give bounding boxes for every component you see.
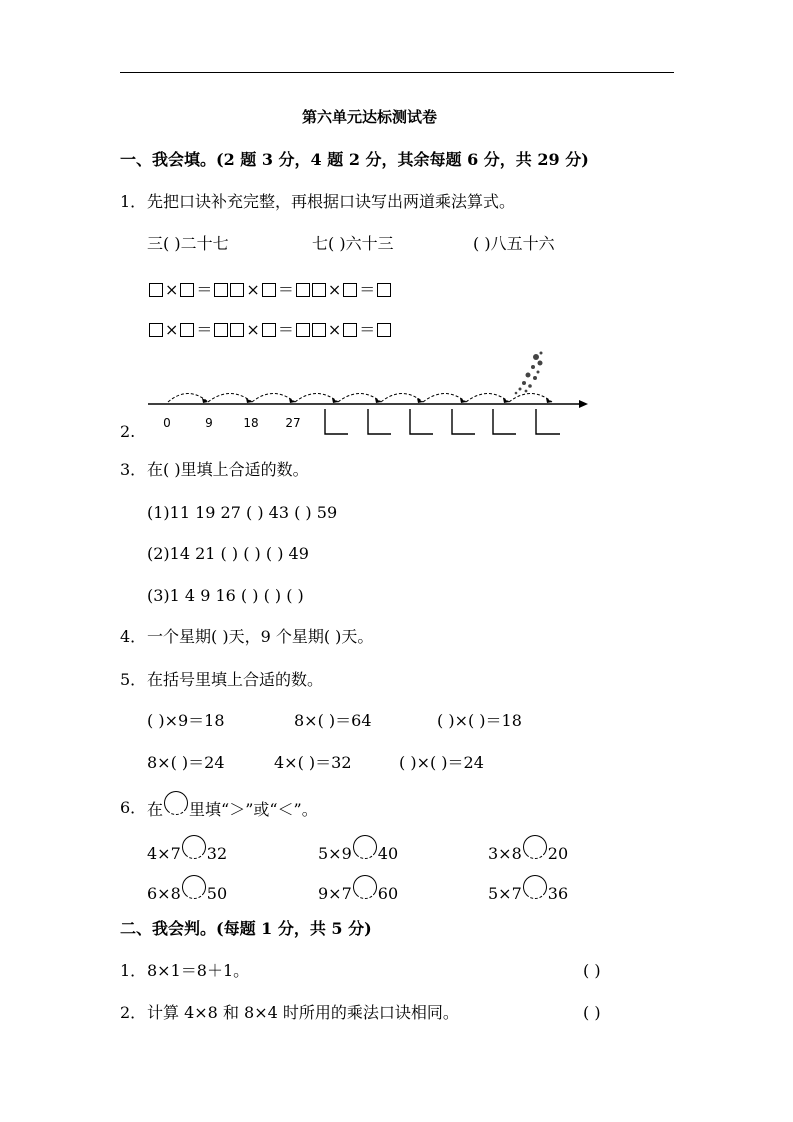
q5-item: 8×( )＝64 — [294, 711, 372, 730]
q6-right: 32 — [206, 844, 228, 863]
arc-arrowhead-icon — [246, 398, 252, 403]
arc-arrowhead-icon — [375, 398, 381, 403]
q3-sequence-2: (2)14 21 ( ) ( ) ( ) 49 — [147, 544, 309, 563]
frog-icon — [515, 352, 543, 395]
q6-right: 40 — [377, 844, 399, 863]
q1-equation-row-2 — [148, 320, 392, 340]
times-sign: × — [165, 320, 179, 339]
q6-right: 20 — [547, 844, 569, 863]
times-sign: × — [246, 320, 260, 339]
q5-item: ( )×( )＝24 — [399, 753, 484, 772]
q1-text: 先把口诀补充完整，再根据口诀写出两道乘法算式。 — [147, 192, 516, 211]
s2-q1-number: 1． — [120, 961, 147, 980]
page-title: 第六单元达标测试卷 — [302, 108, 438, 126]
q6-left: 4×7 — [147, 844, 181, 863]
jump-arc — [295, 394, 338, 403]
q6-item — [147, 842, 227, 866]
arc-arrowhead-icon — [289, 398, 295, 403]
blank-box[interactable] — [410, 409, 433, 434]
answer-box[interactable] — [230, 283, 244, 297]
q6-instruction — [147, 798, 318, 822]
answer-box[interactable] — [230, 323, 244, 337]
answer-box[interactable] — [262, 283, 276, 297]
equals-sign: ＝ — [196, 320, 213, 339]
s2-q1-answer-paren[interactable]: ( ) — [583, 961, 601, 980]
q5-number: 5． — [120, 670, 147, 689]
blank-box[interactable] — [325, 409, 348, 434]
blank-box[interactable] — [452, 409, 475, 434]
q1-equation-row-1 — [148, 280, 392, 300]
q1-mnemonic-1: 三( )二十七 — [147, 234, 229, 253]
q1-mnemonic-3: ( )八五十六 — [473, 234, 555, 253]
q3-sequence-3: (3)1 4 9 16 ( ) ( ) ( ) — [147, 586, 304, 605]
section-2-heading: 二、我会判。(每题 1 分，共 5 分) — [120, 919, 372, 938]
answer-box[interactable] — [377, 323, 391, 337]
q6-item — [318, 882, 398, 906]
tick-label: 27 — [285, 416, 301, 430]
compare-circle[interactable] — [182, 875, 206, 899]
q6-right: 50 — [206, 884, 228, 903]
axis-arrow-icon — [579, 400, 588, 408]
jump-arc — [208, 394, 252, 403]
q6-left: 3×8 — [488, 844, 522, 863]
compare-circle — [164, 791, 188, 815]
q1-mnemonic-2: 七( )六十三 — [312, 234, 394, 253]
answer-box[interactable] — [262, 323, 276, 337]
arc-arrowhead-icon — [460, 398, 466, 403]
q5-item: 8×( )＝24 — [147, 753, 225, 772]
arc-arrowhead-icon — [503, 398, 509, 403]
times-sign: × — [327, 280, 342, 299]
jump-arc — [252, 394, 295, 403]
answer-box[interactable] — [296, 283, 310, 297]
jump-arc — [338, 394, 381, 403]
answer-box[interactable] — [312, 283, 326, 297]
equals-sign: ＝ — [277, 320, 294, 339]
jump-arc — [466, 394, 509, 403]
times-sign: × — [327, 320, 342, 339]
q4-number: 4． — [120, 627, 147, 646]
s2-q2-number: 2． — [120, 1003, 147, 1022]
jump-arc — [381, 394, 423, 403]
jump-arc — [423, 394, 466, 403]
compare-circle[interactable] — [523, 835, 547, 859]
arc-arrowhead-icon — [202, 398, 208, 403]
q6-text-pre: 在 — [147, 800, 164, 819]
q6-left: 5×7 — [488, 884, 522, 903]
q6-left: 6×8 — [147, 884, 181, 903]
q5-item: 4×( )＝32 — [274, 753, 352, 772]
tick-label: 9 — [205, 416, 213, 430]
blank-box[interactable] — [368, 409, 391, 434]
equals-sign: ＝ — [359, 320, 376, 339]
answer-box[interactable] — [296, 323, 310, 337]
header-rule — [120, 72, 674, 73]
q2-number: 2. — [120, 422, 136, 441]
s2-q2-answer-paren[interactable]: ( ) — [583, 1003, 601, 1022]
q6-left: 5×9 — [318, 844, 352, 863]
answer-box[interactable] — [343, 283, 357, 297]
section-1-heading: 一、我会填。(2 题 3 分，4 题 2 分，其余每题 6 分，共 29 分) — [120, 150, 589, 169]
arc-arrowhead-icon — [417, 398, 423, 403]
q5-item: ( )×9＝18 — [147, 711, 225, 730]
times-sign: × — [165, 280, 179, 299]
equals-sign: ＝ — [359, 280, 376, 299]
jump-arc — [168, 394, 208, 403]
compare-circle[interactable] — [182, 835, 206, 859]
q6-right: 60 — [377, 884, 399, 903]
compare-circle[interactable] — [523, 875, 547, 899]
answer-box[interactable] — [180, 323, 194, 337]
equals-sign: ＝ — [277, 280, 294, 299]
q3-number: 3． — [120, 460, 147, 479]
q6-number: 6． — [120, 798, 147, 817]
q6-item — [488, 882, 568, 906]
answer-box[interactable] — [214, 283, 228, 297]
answer-box[interactable] — [180, 283, 194, 297]
jump-arc — [509, 394, 552, 403]
s2-q1-text: 8×1＝8＋1。 — [147, 961, 250, 980]
equals-sign: ＝ — [196, 280, 213, 299]
compare-circle[interactable] — [353, 875, 377, 899]
q4-text: 一个星期( )天，9 个星期( )天。 — [147, 627, 374, 646]
answer-box[interactable] — [343, 323, 357, 337]
q6-item — [147, 882, 227, 906]
tick-label: 0 — [163, 416, 171, 430]
q6-item — [318, 842, 398, 866]
times-sign: × — [246, 280, 260, 299]
answer-box[interactable] — [214, 323, 228, 337]
s2-q2-text: 计算 4×8 和 8×4 时所用的乘法口诀相同。 — [147, 1003, 459, 1022]
arc-arrowhead-icon — [332, 398, 338, 403]
blank-box[interactable] — [493, 409, 516, 434]
compare-circle[interactable] — [353, 835, 377, 859]
tick-label: 18 — [243, 416, 259, 430]
q1-number: 1． — [120, 192, 147, 211]
q5-text: 在括号里填上合适的数。 — [147, 670, 324, 689]
answer-box[interactable] — [312, 323, 326, 337]
q5-item: ( )×( )＝18 — [437, 711, 522, 730]
arc-arrowhead-icon — [546, 398, 552, 403]
answer-box[interactable] — [149, 323, 163, 337]
number-line-figure — [140, 345, 600, 440]
q6-left: 9×7 — [318, 884, 352, 903]
q6-item — [488, 842, 568, 866]
q3-text: 在( )里填上合适的数。 — [147, 460, 309, 479]
q3-sequence-1: (1)11 19 27 ( ) 43 ( ) 59 — [147, 503, 338, 522]
q6-right: 36 — [547, 884, 569, 903]
answer-box[interactable] — [149, 283, 163, 297]
blank-box[interactable] — [536, 409, 560, 434]
answer-box[interactable] — [377, 283, 391, 297]
q6-text-post: 里填“＞”或“＜”。 — [189, 800, 318, 819]
